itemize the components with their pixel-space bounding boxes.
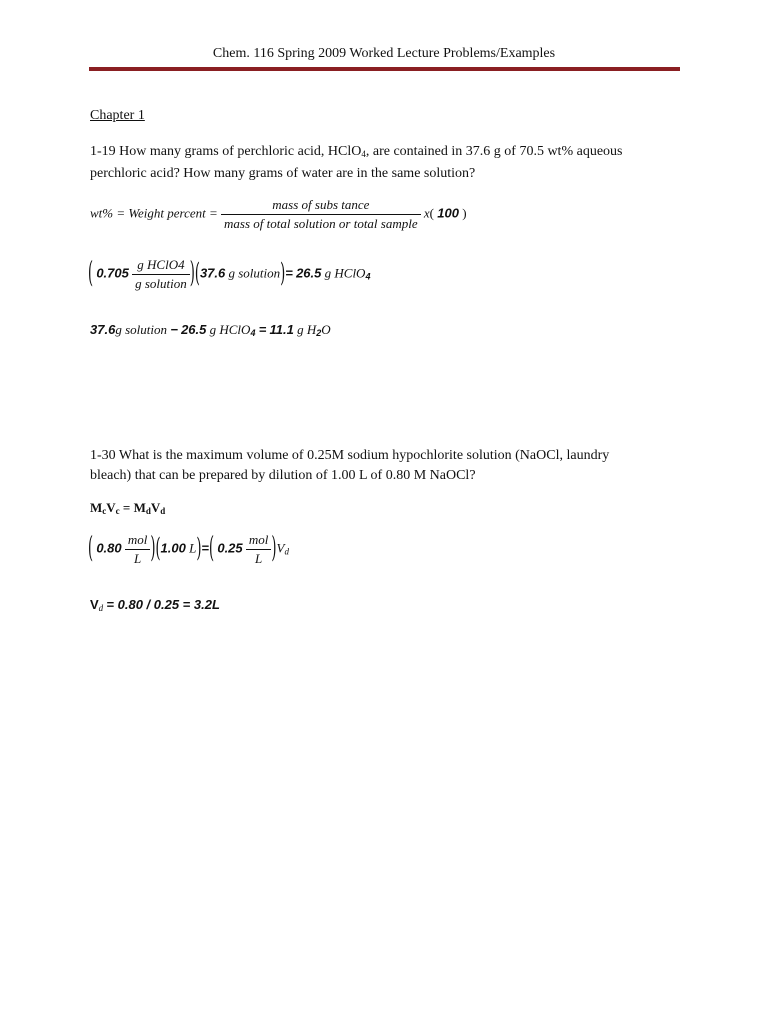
formula-part: V: [150, 500, 161, 515]
dil-numerator: mol: [125, 532, 151, 550]
wt-fraction: [221, 197, 421, 232]
subscript: 2: [316, 328, 322, 338]
water-acid-unit: g HClO: [209, 322, 251, 337]
calc-mass-unit: g solution: [228, 265, 281, 281]
water-equals: =: [258, 322, 267, 337]
calc-denominator: g solution: [135, 276, 187, 291]
water-total-unit: g solution: [115, 322, 167, 337]
subscript: 4: [365, 271, 371, 282]
calc-equals: =: [285, 265, 293, 281]
subscript: d: [98, 603, 104, 613]
dil-numerator: mol: [246, 532, 272, 550]
header-rule: [89, 67, 680, 71]
subscript: 4: [361, 149, 366, 159]
calc-mass: 37.6: [199, 265, 226, 281]
water-minus: −: [170, 322, 178, 337]
problem-text-part: 1-19 How many grams of perchloric acid, HClO: [90, 144, 362, 159]
vd-expression: = 0.80 / 0.25 = 3.2: [106, 597, 212, 612]
water-result: 11.1: [269, 322, 294, 337]
water-mass-equation: [90, 322, 331, 338]
water-result-end: O: [321, 322, 331, 337]
problem-1-30-text: [90, 446, 609, 486]
dil-equals: =: [201, 540, 210, 556]
calc-fraction: [132, 257, 190, 292]
subscript: 4: [250, 328, 256, 338]
formula-part: =: [119, 500, 134, 515]
dil-fraction-2: [246, 532, 272, 567]
calc-result-unit: g HClO: [324, 265, 366, 281]
vd-result: [90, 597, 220, 613]
wt-lhs: wt% = Weight percent =: [90, 205, 218, 221]
page-header: Chem. 116 Spring 2009 Worked Lecture Problems/Examples: [212, 46, 556, 61]
subscript: d: [284, 546, 289, 557]
dil-volume-2: V: [276, 540, 285, 556]
subscript: c: [115, 506, 120, 516]
problem-text-line: perchloric acid? How many grams of water are in the same solution?: [90, 166, 476, 181]
formula-part: M: [133, 500, 146, 515]
calc-coefficient: 0.705: [96, 265, 129, 281]
wt-times: x: [423, 205, 430, 221]
hclo4-calculation: ( 0.705 $\frac{\text{g HClO4}}{\text{g solution}}$ )(37.6 g solution)= 26.5 g HClO$_4$: [88, 257, 371, 291]
dil-denominator: L: [255, 551, 263, 566]
dil-denominator: L: [134, 551, 142, 566]
chapter-heading: Chapter 1: [90, 108, 145, 123]
water-acid: 26.5: [181, 322, 207, 337]
problem-text-line: 1-30 What is the maximum volume of 0.25M sodium hypochlorite solution (NaOCl, laundry: [90, 448, 610, 463]
dil-volume-1: 1.00: [160, 540, 186, 556]
weight-percent-equation: wt% = Weight percent = $\frac{\text{mass of subs tance}}{\text{mass of total solution or total sample}}$ x( 100 ): [90, 197, 467, 231]
dilution-calculation: ( 0.80 $\frac{\text{mol}}{L}$ )(1.00 L)=( 0.25 $\frac{\text{mol}}{L}$ )$V_d$: [88, 532, 289, 566]
problem-text-line: bleach) that can be prepared by dilution of 1.00 L of 0.80 M NaOCl?: [90, 468, 476, 483]
subscript: d: [160, 506, 166, 516]
calc-result: 26.5: [296, 265, 322, 281]
water-total: 37.6: [90, 322, 116, 337]
subscript: d: [145, 506, 151, 516]
formula-part: M: [90, 500, 103, 515]
dil-fraction-1: [125, 532, 151, 567]
dil-concentration-1: 0.80: [96, 540, 122, 556]
wt-factor: 100: [437, 205, 459, 221]
dilution-formula: [90, 500, 165, 516]
vd-symbol: V: [90, 597, 99, 612]
subscript: c: [102, 506, 107, 516]
wt-denominator: mass of total solution or total sample: [224, 216, 418, 231]
problem-1-19-text: [90, 142, 622, 184]
vd-unit: L: [211, 597, 220, 612]
dil-concentration-2: 0.25: [217, 540, 243, 556]
water-result-unit: g H: [297, 322, 317, 337]
dil-volume-unit: L: [189, 540, 197, 556]
wt-numerator: mass of subs tance: [221, 197, 421, 215]
calc-numerator: g HClO4: [132, 257, 190, 275]
formula-part: V: [106, 500, 116, 515]
problem-text-part: , are contained in 37.6 g of 70.5 wt% aqueous: [365, 144, 623, 159]
